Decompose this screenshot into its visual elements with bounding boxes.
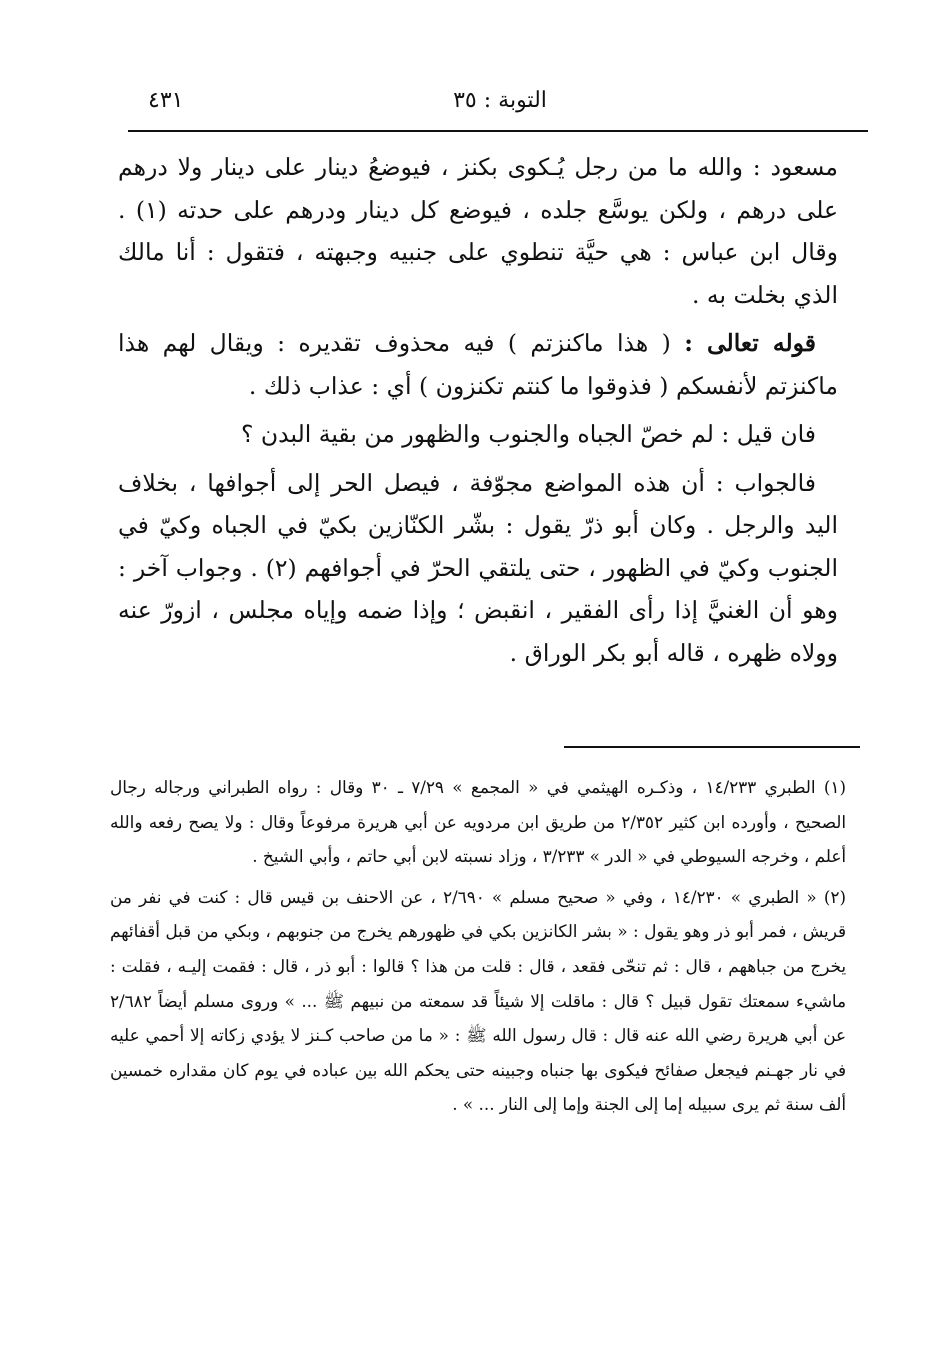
main-text (118, 146, 838, 674)
paragraph-3: فان قيل : لم خصّ الجباه والجنوب والظهور من بقية البدن ؟ (240, 420, 816, 448)
verse-label: قوله تعالى : (684, 329, 816, 357)
paragraph-4: فالجواب : أن هذه المواضع مجوّفة ، فيصل الحر إلى أجوافها ، بخلاف اليد والرجل . وكان أبو ذرّ يقول : بشّر الكنّازين بكيّ في الجباه وكيّ في الجنوب وكيّ في الظهور ، حتى يلتقي الحرّ في أجوافهم (٢) . وجواب آخر : وهو أن الغنيَّ إذا رأى الفقير ، انقبض ؛ وإذا ضمه وإياه مجلس ، ازورّ عنه وولاه ظهره ، قاله أبو بكر الوراق . (118, 468, 838, 667)
footnote-1: (١) الطبري ١٤/٢٣٣ ، وذكـره الهيثمي في « المجمع » ٧/٢٩ ـ ٣٠ وقال : رواه الطبراني ورجاله رجال الصحيح ، وأورده ابن كثير ٢/٣٥٢ من طريق ابن مردويه عن أبي هريرة مرفوعاً وقال : ولا يصح رفعه والله أعلم ، وخرجه السيوطي في « الدر » ٣/٢٣٣ ، وزاد نسبته لابن أبي حاتم ، وأبي الشيخ . (110, 777, 846, 867)
paragraph-1: مسعود : والله ما من رجل يُـكوى بكنز ، فيوضعُ دينار على دينار ولا درهم على درهم ، ولكن يوسَّع جلده ، فيوضع كل دينار ودرهم على حدته (١) . وقال ابن عباس : هي حيَّة تنطوي على جنبيه وجبهته ، فتقول : أنا مالك الذي بخلت به . (118, 153, 838, 309)
paragraph-2-text: ( هذا ماكنزتم ) فيه محذوف تقديره : ويقال لهم هذا ماكنزتم لأنفسكم ( فذوقوا ما كنتم تكنزون ) أي : عذاب ذلك . (118, 329, 838, 400)
paragraph-2 (118, 322, 838, 407)
footnote-divider (564, 746, 860, 748)
surah-verse-title: التوبة : ٣٥ (453, 88, 547, 113)
footnotes (110, 770, 846, 1128)
page-header (140, 88, 860, 124)
header-divider (128, 130, 868, 132)
footnote-2: (٢) « الطبري » ١٤/٢٣٠ ، وفي « صحيح مسلم » ٢/٦٩٠ ، عن الاحنف بن قيس قال : كنت في نفر من قريش ، فمر أبو ذر وهو يقول : « بشر الكانزين بكي في ظهورهم يخرج من جنوبهم ، وبكي من قبل أقفائهم يخرج من جباههم ، قال : ثم تنحّى فقعد ، قال : قلت من هذا ؟ قالوا : أبو ذر ، قال : فقمت إليـه ، فقلت : ماشيء سمعتك تقول قبيل ؟ قال : ماقلت إلا شيئاً قد سمعته من نبيهم ﷺ ... » وروى مسلم أيضاً ٢/٦٨٢ عن أبي هريرة رضي الله عنه قال : قال رسول الله ﷺ : « ما من صاحب كـنز لا يؤدي زكاته إلا أحمي عليه في نار جهـنم فيجعل صفائح فيكوى بها جنباه وجبينه حتى يحكم الله بين عباده في يوم كان مقداره خمسين ألف سنة ثم يرى سبيله إما إلى الجنة وإما إلى النار ... » . (110, 886, 846, 1115)
page-number: ٤٣١ (148, 88, 184, 113)
